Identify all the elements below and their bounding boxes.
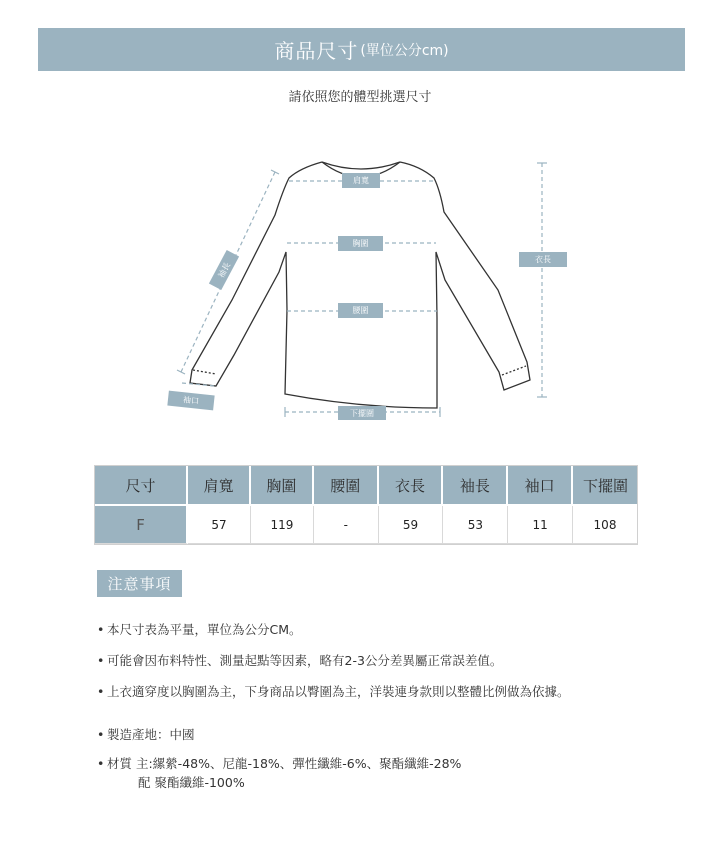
notice-text: 本尺寸表為平量，單位為公分CM。 [107,622,302,637]
cell-length: 59 [379,506,444,544]
chest-label: 胸圍 [338,236,383,251]
table-row [95,506,638,544]
notice-item [97,651,502,669]
bullet: • [97,756,105,771]
measure-lines [181,163,542,412]
sleeve-label: 袖長 [209,250,239,290]
size-table [95,466,638,544]
size-table-header [95,466,638,506]
notice-text: 可能會因布料特性、測量起點等因素，略有2-3公分差異屬正常誤差值。 [107,653,503,668]
notice-item [97,682,570,700]
notice-title: 注意事項 [97,570,182,597]
material-line2: 配 聚酯纖維-100% [138,775,245,790]
notice-item [97,620,302,638]
row-size: F [95,506,188,544]
cell-waist: - [314,506,379,544]
header-waist: 腰圍 [314,466,379,506]
origin-item [97,725,195,743]
cell-cuff: 11 [508,506,573,544]
bullet: • [97,727,105,742]
material-item [97,754,461,772]
material-text: 材質 主:縲縈-48%、尼龍-18%、彈性纖維-6%、聚酯纖維-28% [107,756,462,771]
header-sleeve: 袖長 [443,466,508,506]
cuff-label: 袖口 [167,391,214,411]
shoulder-label: 肩寬 [342,173,380,188]
cell-sleeve: 53 [443,506,508,544]
subtitle: 請依照您的體型挑選尺寸 [288,90,432,105]
cell-hem: 108 [573,506,638,544]
header-shoulder: 肩寬 [188,466,251,506]
header-size: 尺寸 [95,466,188,506]
page-title: 商品尺寸 [274,39,359,63]
length-label: 衣長 [519,252,567,267]
measure-caps [177,163,547,417]
shirt-outline [190,162,530,408]
bullet: • [97,684,105,699]
header-chest: 胸圍 [251,466,314,506]
header-hem: 下擺圍 [573,466,638,506]
waist-label: 腰圍 [338,303,383,318]
bullet: • [97,653,105,668]
cell-chest: 119 [251,506,314,544]
hem-label: 下擺圍 [338,406,386,420]
header-cuff: 袖口 [508,466,573,506]
cell-shoulder: 57 [188,506,251,544]
page-title-unit: (單位公分cm) [360,42,449,59]
notice-text: 上衣適穿度以胸圍為主，下身商品以臀圍為主，洋裝連身款則以整體比例做為依據。 [107,684,570,699]
bullet: • [97,622,105,637]
header-length: 衣長 [379,466,444,506]
origin-text: 製造產地：中國 [107,727,195,742]
